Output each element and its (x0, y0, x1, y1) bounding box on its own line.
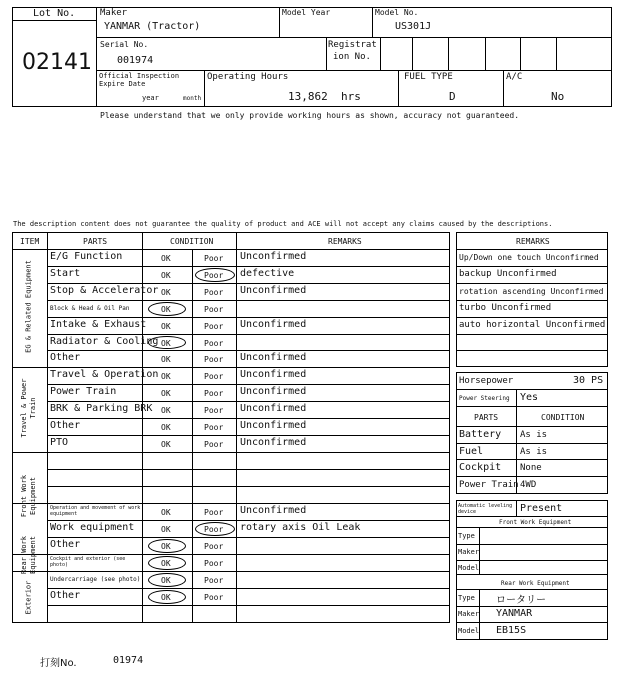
condition-poor: Poor (204, 339, 224, 348)
rear-type-label: Type (458, 594, 475, 602)
row-remark: Unconfirmed (240, 437, 307, 448)
registration-label-1: Registrat (328, 40, 377, 50)
side-remark-1: Up/Down one touch Unconfirmed (459, 253, 599, 262)
part-name: Undercarriage (see photo) (50, 576, 141, 583)
condition-poor: Poor (204, 254, 224, 263)
part-name: PTO (50, 437, 69, 448)
condition-poor: Poor (204, 576, 224, 585)
ok-selected-circle (148, 302, 186, 316)
group-eg-related: EG & Related Equipment (24, 260, 33, 353)
maker-label: Maker (100, 8, 128, 18)
condition-poor: Poor (204, 389, 224, 398)
month-label: month (183, 95, 202, 102)
row-remark: Unconfirmed (240, 369, 307, 380)
side-remark-5: auto horizontal Unconfirmed (459, 320, 606, 330)
hours-label: Operating Hours (207, 72, 289, 82)
row-divider (47, 283, 450, 284)
stamp-label: 打刻No. (40, 658, 77, 669)
row-divider (47, 401, 450, 402)
poor-selected-circle (195, 522, 235, 536)
part-name: Radiator & Cooling (50, 336, 159, 347)
row-divider (47, 605, 450, 606)
condition-ok: OK (161, 406, 171, 415)
side-part-fuel-condition: As is (520, 447, 548, 457)
row-divider (47, 486, 450, 487)
condition-ok: OK (161, 355, 171, 364)
front-type-label: Type (458, 532, 475, 540)
group-exterior: Exterior (24, 580, 33, 615)
model-year-label: Model Year (282, 8, 331, 17)
auto-leveling-label: Automatic leveling device (458, 503, 513, 515)
condition-ok: OK (161, 271, 171, 280)
group-front-work: Front Work Equipment (20, 474, 37, 518)
auto-leveling-value: Present (520, 503, 563, 514)
group-travel-power: Travel & Power Train (20, 378, 37, 438)
header-condition: CONDITION (170, 237, 214, 246)
condition-ok: OK (161, 593, 171, 602)
part-name: Operation and movement of work equipment (50, 505, 141, 517)
rear-work-title: Rear Work Equipment (501, 580, 570, 587)
side-part-battery: Battery (459, 429, 502, 440)
part-name: Start (50, 268, 81, 279)
condition-ok: OK (161, 542, 171, 551)
row-divider (12, 571, 450, 572)
row-remark: Unconfirmed (240, 251, 307, 262)
part-name: Other (50, 539, 81, 550)
part-name: Other (50, 352, 81, 363)
serial-value: 001974 (117, 55, 154, 66)
ok-selected-circle (148, 573, 186, 587)
condition-ok: OK (161, 254, 171, 263)
lot-label: Lot No. (33, 8, 76, 19)
row-divider (47, 418, 450, 419)
row-divider (47, 350, 450, 351)
part-name: Work equipment (50, 522, 135, 533)
condition-ok: OK (161, 508, 171, 517)
row-divider (47, 384, 450, 385)
part-name: Other (50, 590, 81, 601)
group-rear-work: Rear Work Equipment (20, 536, 37, 574)
year-label: year (142, 94, 159, 102)
ac-label: A/C (506, 72, 523, 82)
ac-value: No (551, 90, 565, 103)
row-divider (12, 452, 450, 453)
front-model-label: Model (458, 564, 480, 572)
header-remarks: REMARKS (328, 237, 362, 246)
ok-selected-circle (148, 556, 186, 570)
part-name: E/G Function (50, 251, 123, 262)
ok-selected-circle (148, 336, 186, 349)
maker-value: YANMAR (Tractor) (104, 21, 201, 32)
condition-poor: Poor (204, 355, 224, 364)
inspection-label-1: Official Inspection (99, 72, 180, 80)
rear-model-value: EB15S (496, 625, 527, 636)
row-divider (47, 300, 450, 301)
condition-poor: Poor (204, 593, 224, 602)
condition-poor: Poor (204, 440, 224, 449)
inspection-label-2: Expire Date (99, 80, 146, 88)
part-name: Stop & Accelerator (50, 285, 159, 296)
horsepower-value: 30 PS (573, 375, 604, 386)
power-steering-value: Yes (520, 392, 539, 403)
disclaimer: The description content does not guarantee the quality of product and ACE will not accept any claims caused by the descriptions. (13, 220, 553, 228)
row-divider (47, 588, 450, 589)
condition-ok: OK (161, 423, 171, 432)
row-divider (47, 469, 450, 470)
row-divider (12, 367, 450, 368)
lot-number: 02141 (22, 50, 92, 75)
row-divider (47, 520, 450, 521)
rear-maker-value: YANMAR (496, 608, 533, 619)
side-remark-2: backup Unconfirmed (459, 269, 557, 279)
row-remark: Unconfirmed (240, 420, 307, 431)
condition-poor: Poor (204, 542, 224, 551)
condition-ok: OK (161, 339, 171, 348)
model-no-value: US301J (395, 21, 432, 32)
row-remark: Unconfirmed (240, 352, 307, 363)
row-remark: defective (240, 268, 295, 279)
part-name: Block & Head & Oil Pan (50, 305, 130, 312)
condition-ok: OK (161, 525, 171, 534)
part-name: Power Train (50, 386, 117, 397)
part-name: BRK & Parking BRK (50, 403, 153, 414)
condition-poor: Poor (204, 423, 224, 432)
side-part-cockpit-condition: None (520, 463, 542, 473)
condition-ok: OK (161, 389, 171, 398)
side-remark-4: turbo Unconfirmed (459, 303, 552, 313)
power-steering-label: Power Steering (459, 395, 510, 402)
fuel-value: D (449, 90, 456, 103)
horsepower-label: Horsepower (459, 376, 514, 386)
condition-poor: Poor (204, 288, 224, 297)
row-divider (47, 334, 450, 335)
condition-poor: Poor (204, 271, 224, 280)
row-remark: Unconfirmed (240, 403, 307, 414)
side-remark-3: rotation ascending Unconfirmed (459, 287, 604, 296)
serial-label: Serial No. (100, 40, 149, 49)
part-name: Intake & Exhaust (50, 319, 147, 330)
side-part-cockpit: Cockpit (459, 462, 502, 473)
condition-ok: OK (161, 576, 171, 585)
header-parts: PARTS (83, 237, 108, 246)
row-remark: Unconfirmed (240, 285, 307, 296)
side-condition-header: CONDITION (541, 413, 585, 422)
side-part-battery-condition: As is (520, 430, 548, 440)
poor-selected-circle (195, 268, 235, 282)
row-divider (47, 317, 450, 318)
fuel-label: FUEL TYPE (404, 72, 453, 82)
part-name: Other (50, 420, 81, 431)
model-no-label: Model No. (375, 8, 419, 17)
row-remark: rotary axis Oil Leak (240, 522, 361, 533)
condition-poor: Poor (204, 559, 224, 568)
condition-ok: OK (161, 559, 171, 568)
row-remark: Unconfirmed (240, 386, 307, 397)
rear-type-value: ロータリー (496, 595, 546, 606)
front-maker-label: Maker (458, 548, 480, 556)
condition-ok: OK (161, 372, 171, 381)
hours-notice: Please understand that we only provide working hours as shown, accuracy not guaranteed. (100, 111, 520, 120)
ok-selected-circle (148, 539, 186, 553)
condition-poor: Poor (204, 305, 224, 314)
ok-selected-circle (148, 590, 186, 604)
side-parts-header: PARTS (474, 413, 499, 422)
condition-poor: Poor (204, 508, 224, 517)
row-divider (47, 266, 450, 267)
condition-poor: Poor (204, 372, 224, 381)
condition-ok: OK (161, 322, 171, 331)
front-work-title: Front Work Equipment (499, 519, 572, 526)
side-part-power-train: Power Train (459, 480, 519, 490)
condition-ok: OK (161, 305, 171, 314)
rear-model-label: Model (458, 627, 480, 635)
row-divider (12, 503, 450, 504)
stamp-value: 01974 (113, 655, 144, 666)
side-part-power-train-condition: 4WD (520, 480, 537, 490)
condition-poor: Poor (204, 525, 224, 534)
hours-value: 13,862 hrs (288, 90, 361, 103)
row-divider (47, 537, 450, 538)
part-name: Travel & Operation (50, 369, 159, 380)
row-divider (47, 435, 450, 436)
part-name: Cockpit and exterior (see photo) (50, 556, 126, 568)
condition-poor: Poor (204, 322, 224, 331)
row-remark: Unconfirmed (240, 319, 307, 330)
condition-ok: OK (161, 288, 171, 297)
row-divider (12, 554, 450, 555)
header-item: ITEM (20, 237, 40, 246)
row-remark: Unconfirmed (240, 505, 307, 516)
side-part-fuel: Fuel (459, 446, 484, 457)
registration-label-2: ion No. (333, 52, 371, 62)
rear-maker-label: Maker (458, 610, 480, 618)
condition-ok: OK (161, 440, 171, 449)
side-remarks-header: REMARKS (516, 237, 550, 246)
condition-poor: Poor (204, 406, 224, 415)
